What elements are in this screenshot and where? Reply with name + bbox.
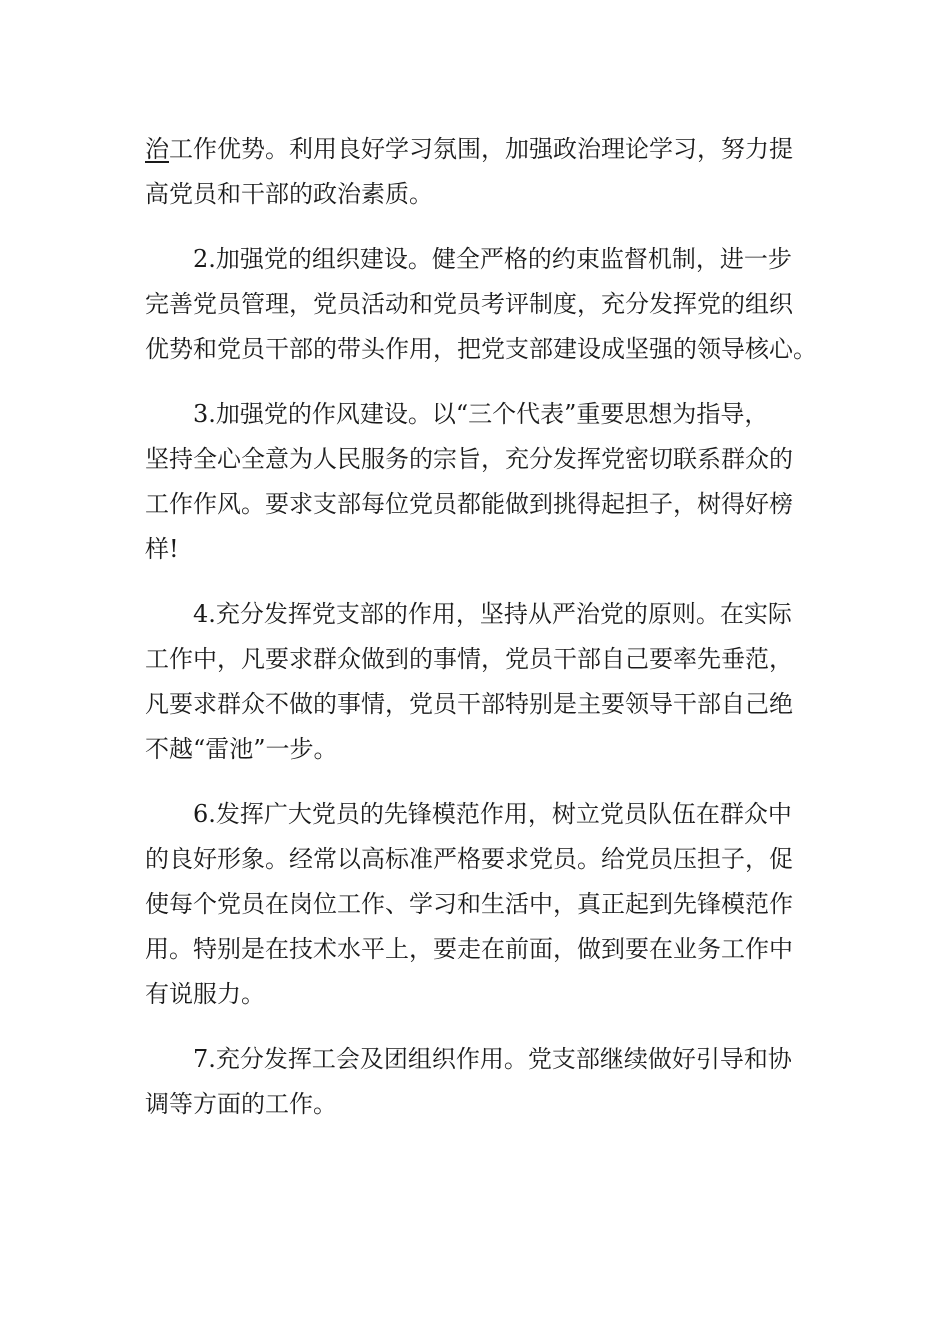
paragraph-3 (145, 392, 810, 572)
line-text: 工作优势。利用良好学习氛围，加强政治理论学习，努力提 (169, 135, 793, 163)
paragraph-line: 完善党员管理，党员活动和党员考评制度，充分发挥党的组织 (145, 290, 793, 318)
paragraph-2 (145, 237, 817, 372)
paragraph-line: 工作作风。要求支部每位党员都能做到挑得起担子，树得好榜 (145, 490, 793, 518)
paragraph-line: 使每个党员在岗位工作、学习和生活中，真正起到先锋模范作 (145, 890, 793, 918)
paragraph-7 (145, 1037, 810, 1127)
paragraph-line: 高党员和干部的政治素质。 (145, 180, 433, 208)
paragraph-line: 6.发挥广大党员的先锋模范作用，树立党员队伍在群众中 (193, 800, 792, 828)
paragraph-line: 4.充分发挥党支部的作用，坚持从严治党的原则。在实际 (193, 600, 792, 628)
paragraph-line: 样! (145, 535, 179, 563)
paragraph-line: 的良好形象。经常以高标准严格要求党员。给党员压担子，促 (145, 845, 793, 873)
paragraph-4 (145, 592, 810, 772)
paragraph-line: 用。特别是在技术水平上，要走在前面，做到要在业务工作中 (145, 935, 793, 963)
paragraph-1 (145, 127, 810, 217)
paragraph-6 (145, 792, 810, 1017)
paragraph-line: 凡要求群众不做的事情，党员干部特别是主要领导干部自己绝 (145, 690, 793, 718)
paragraph-line: 有说服力。 (145, 980, 265, 1008)
paragraph-line: 工作中，凡要求群众做到的事情，党员干部自己要率先垂范， (145, 645, 793, 673)
paragraph-line: 优势和党员干部的带头作用，把党支部建设成坚强的领导核心。 (145, 335, 817, 363)
paragraph-line: 不越“雷池”一步。 (145, 735, 338, 763)
document-body (145, 127, 817, 1127)
paragraph-line: 2.加强党的组织建设。健全严格的约束监督机制，进一步 (193, 245, 792, 273)
paragraph-line: 7.充分发挥工会及团组织作用。党支部继续做好引导和协 (193, 1045, 792, 1073)
paragraph-line: 坚持全心全意为人民服务的宗旨，充分发挥党密切联系群众的 (145, 445, 793, 473)
underlined-char: 治 (145, 135, 169, 163)
paragraph-line (145, 127, 810, 172)
paragraph-line: 调等方面的工作。 (145, 1090, 337, 1118)
paragraph-line: 3.加强党的作风建设。以“三个代表”重要思想为指导， (193, 400, 769, 428)
